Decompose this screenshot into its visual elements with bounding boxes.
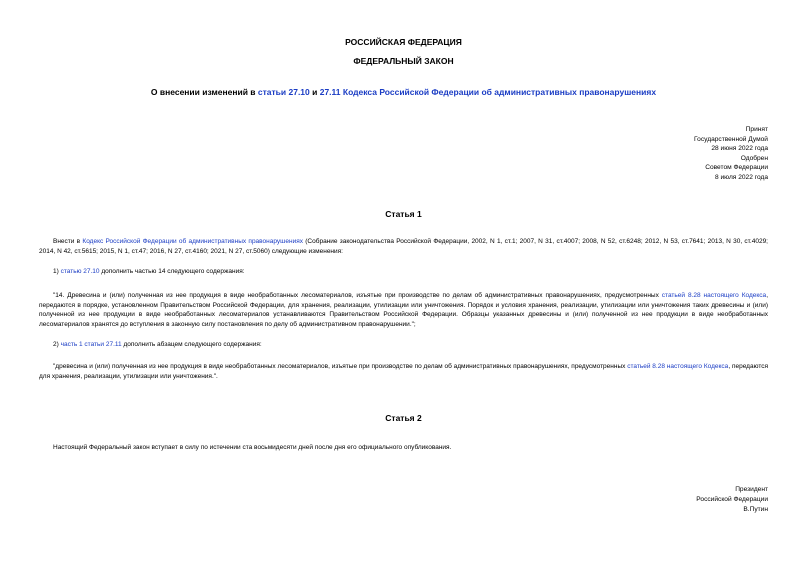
signature-line: Президент [735, 486, 768, 493]
article-1-heading: Статья 1 [385, 209, 422, 219]
link-article-27-10[interactable]: статью 27.10 [60, 268, 100, 275]
link-koap[interactable]: Кодекс Российской Федерации об административных правонарушениях [82, 238, 303, 245]
article-1-quote-1 [39, 291, 768, 329]
title-link-article-27-10[interactable]: статьи 27.10 [257, 87, 310, 97]
adoption-line: Государственной Думой [694, 135, 768, 143]
item-1-prefix: 1) [53, 268, 61, 275]
intro-text: (Собрание законодательства Российской Федерации, 2002, N 1, ст.1; 2007, N 31, ст.4007; 2008, N 52, ст.6248; 2012, N 53, ст.7641; 2013, N 30, ст.4029; 2014, N 42, ст.5615; 2015, N 1, ст.47; 2016, N 27, ст.4160; 2021, N 27, ст.5060) следующие изменения: [39, 238, 768, 255]
link-article-27-11-part-1[interactable]: часть 1 статьи 27.11 [60, 341, 122, 348]
quote-2-text-b: , передаются для хранения, реализации, утилизации или уничтожения.". [39, 363, 768, 380]
adoption-line: Принят [745, 126, 768, 133]
title-mid: и [309, 87, 320, 97]
title-link-article-27-11[interactable]: 27.11 Кодекса Российской Федерации об административных правонарушениях [319, 87, 657, 97]
article-1-quote-2 [39, 362, 768, 381]
law-type-heading: ФЕДЕРАЛЬНЫЙ ЗАКОН [353, 56, 454, 66]
quote-1-text-b: , передаются в порядке, установленном Правительством Российской Федерации, для хранения, реализации, утилизации или уничтожения. Порядок и условия хранения, реализации, утилизации или уничтожения таких древесины и (или) полученной из нее продукции в виде необработанных лесоматериалов устанавливаются Правительством Российской Федерации. Образцы указанных древесины и (или) полученной из нее продукции в виде необработанных лесоматериалов хранятся до вступления в законную силу постановления по делу об административном правонарушении."; [39, 292, 768, 328]
signature-line: Российской Федерации [696, 496, 768, 503]
article-1-item-1 [39, 267, 768, 277]
adoption-line: 28 июня 2022 года [711, 145, 768, 152]
intro-prefix: Внести в [53, 238, 83, 245]
item-1-text: дополнить частью 14 следующего содержания: [99, 268, 245, 275]
country-heading: РОССИЙСКАЯ ФЕДЕРАЦИЯ [345, 37, 462, 47]
quote-2-text-a: "древесина и (или) полученная из нее продукция в виде необработанных лесоматериалов, изъятые при производстве по делам об административных правонарушениях, предусмотренных [53, 363, 628, 370]
article-1-item-2 [39, 340, 768, 350]
signature-block [696, 485, 768, 515]
article-1-intro [39, 237, 768, 256]
title-prefix: О внесении изменений в [150, 87, 258, 97]
article-2-text: Настоящий Федеральный закон вступает в силу по истечении ста восьмидесяти дней после дня его официального опубликования. [53, 444, 452, 451]
adoption-line: Одобрен [740, 154, 768, 162]
adoption-block [694, 125, 768, 182]
article-2-heading: Статья 2 [385, 413, 422, 423]
item-2-prefix: 2) [53, 341, 61, 348]
adoption-line: Советом Федерации [705, 164, 768, 171]
link-article-8-28[interactable]: статьей 8.28 настоящего Кодекса [661, 292, 767, 299]
signature-line: В.Путин [743, 506, 768, 513]
link-article-8-28-second[interactable]: статьей 8.28 настоящего Кодекса [627, 363, 729, 370]
law-title [0, 87, 807, 97]
quote-1-text-a: "14. Древесина и (или) полученная из нее продукция в виде необработанных лесоматериалов, изъятые при производстве по делам об административных правонарушениях, предусмотренных [53, 292, 662, 299]
adoption-line: 8 июля 2022 года [714, 173, 768, 181]
item-2-text: дополнить абзацем следующего содержания: [121, 341, 262, 348]
